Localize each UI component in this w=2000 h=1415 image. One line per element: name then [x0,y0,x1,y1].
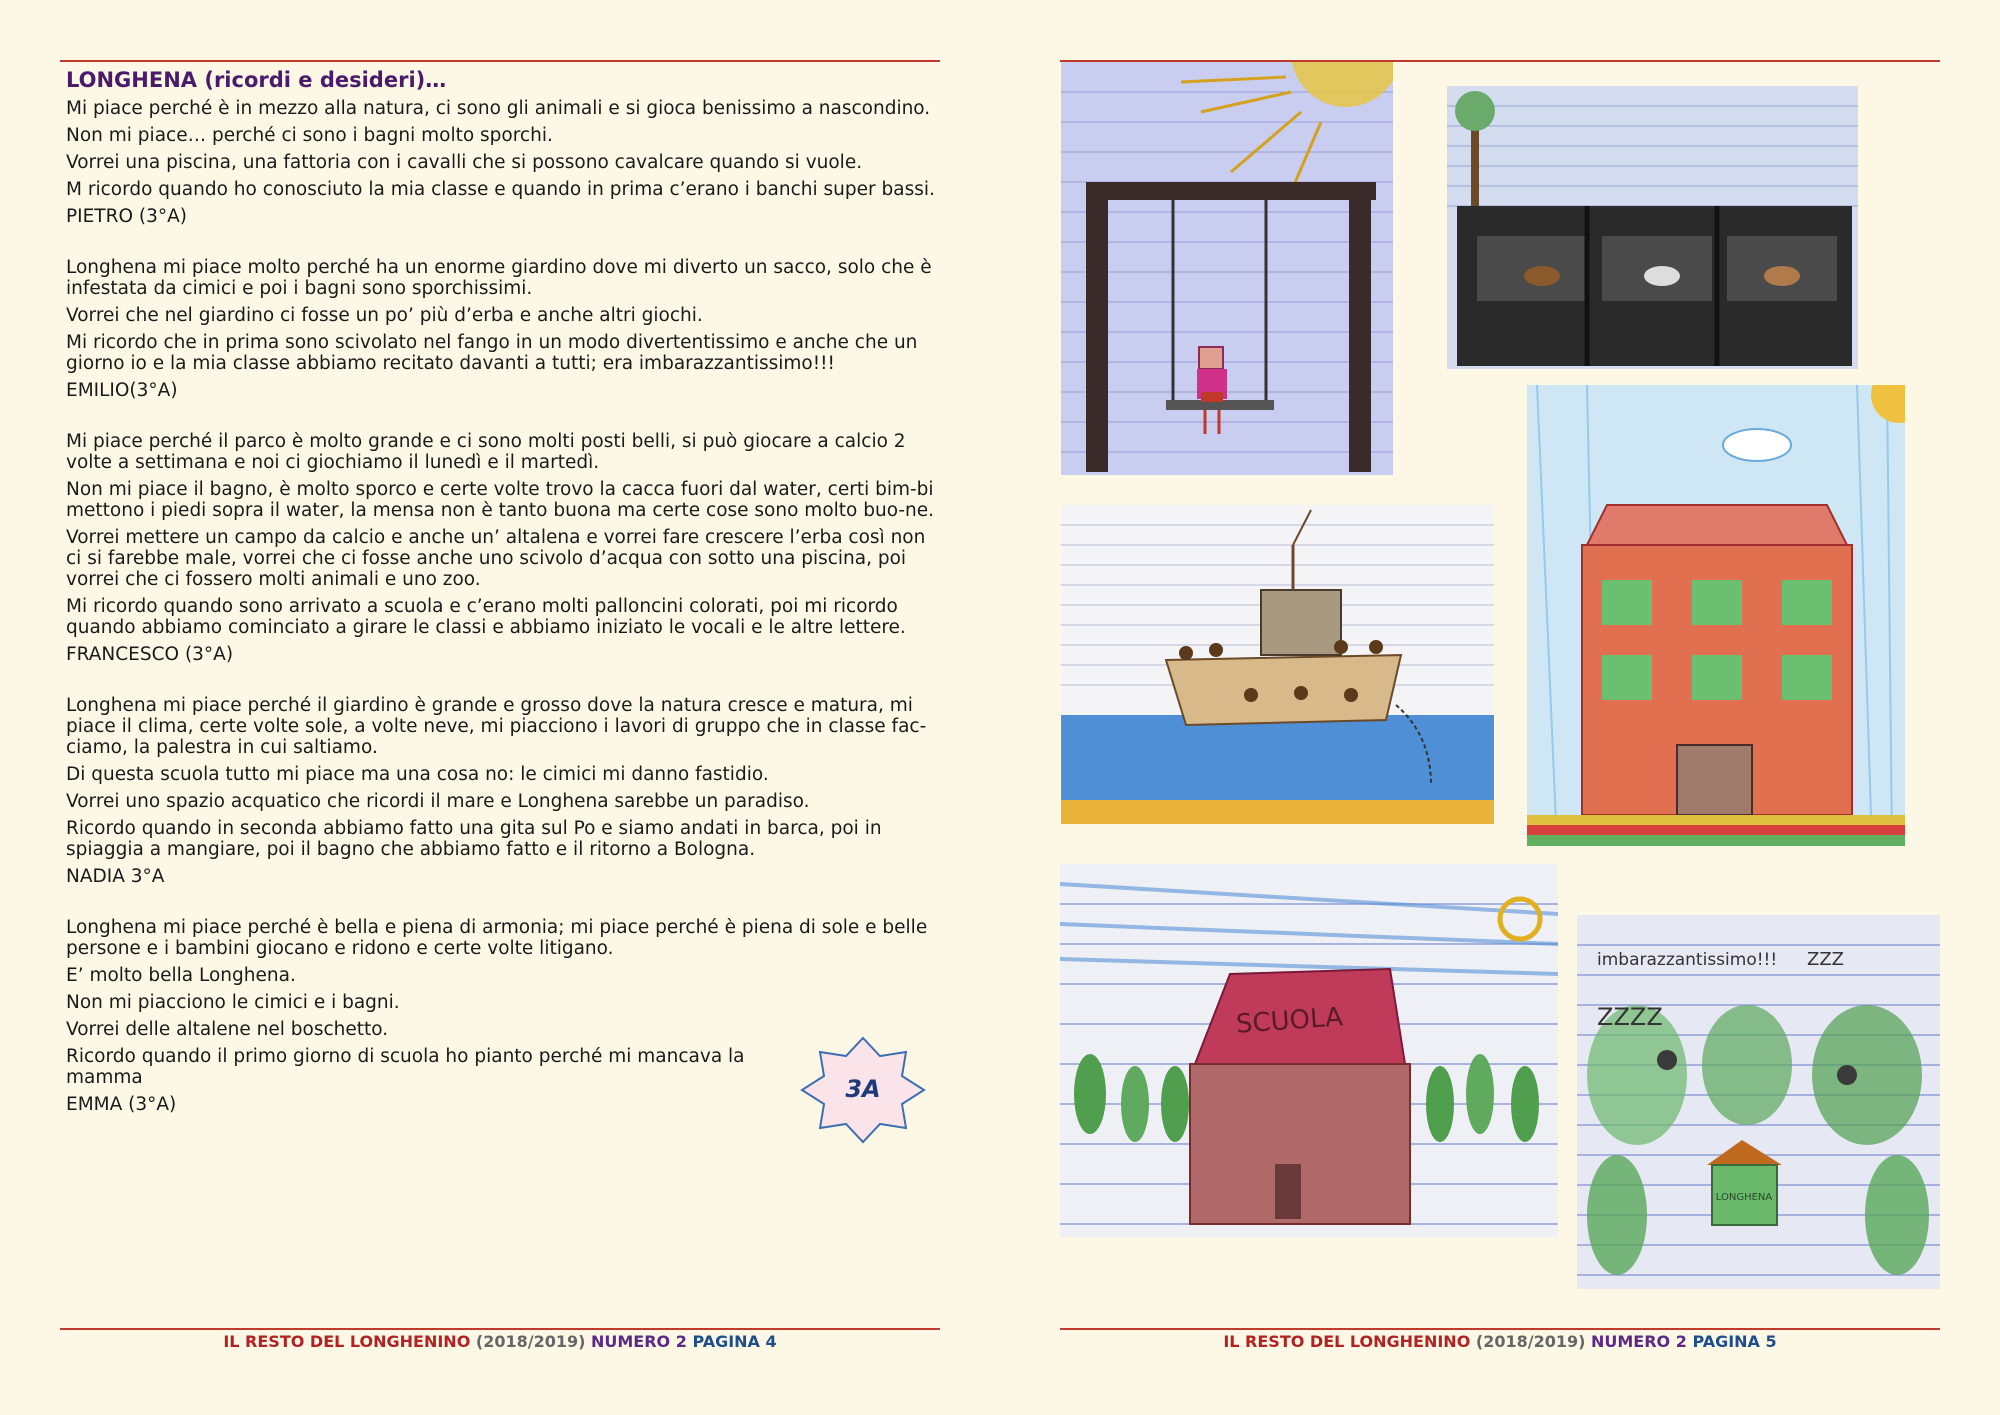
footer [0,1332,1000,1351]
footer [1000,1332,2000,1351]
swing-drawing [1061,62,1393,475]
author-signature: PIETRO (3°A) [66,206,188,227]
zzz-text: ZZZZ [1597,1003,1663,1031]
paragraph: Non mi piace… perché ci sono i bagni molto sporchi. [66,125,553,146]
paragraph: Mi ricordo che in prima sono scivolato nel fango in un modo divertentissimo e anche che un giorno io e la mia classe abbiamo recitato davanti a tutti; era imbarazzantissimo!!! [66,332,918,374]
top-rule [60,60,940,62]
paragraph: Ricordo quando in seconda abbiamo fatto una gita sul Po e siamo andati in barca, poi in spiaggia a mangiare, poi il bagno che abbiamo fatto e il ritorno a Bologna. [66,818,882,860]
paragraph: Mi ricordo quando sono arrivato a scuola e c’erano molti palloncini colorati, poi mi ricordo quando abbiamo cominciato a girare le classi e abbiamo iniziato le vocali e le altre lettere. [66,596,906,638]
paragraph: M ricordo quando ho conosciuto la mia classe e quando in prima c’erano i banchi super bassi. [66,179,935,200]
paragraph: Vorrei che nel giardino ci fosse un po’ più d’erba e anche altri giochi. [66,305,703,326]
footer-numero: 2 [1675,1332,1687,1351]
forest-drawing [1577,915,1940,1289]
entry-francesco [66,431,946,665]
paragraph: E’ molto bella Longhena. [66,965,296,986]
zzz-text: ZZZ [1807,949,1844,970]
paragraph: Non mi piacciono le cimici e i bagni. [66,992,400,1013]
footer-year: (2018/2019) [475,1332,586,1351]
entry-emma [66,917,928,1115]
footer-year: (2018/2019) [1475,1332,1586,1351]
footer-pagina-label: PAGINA [692,1332,760,1351]
building-drawing [1527,385,1905,846]
paragraph: Vorrei mettere un campo da calcio e anche un’ altalena e vorrei fare crescere l’erba così non ci si farebbe male, vorrei che ci fosse anche uno scivolo d’acqua con sotto una piscina, poi vorrei che ci fossero molti animali e uno zoo. [66,527,926,590]
speech-text: imbarazzantissimo!!! [1597,950,1778,970]
footer-numero-label: NUMERO [1590,1332,1671,1351]
right-page [1000,0,2000,1415]
paragraph: Longhena mi piace molto perché ha un enorme giardino dove mi diverto un sacco, solo che è infestata da cimici e poi i bagni sono sporchissimi. [66,257,932,299]
bottom-rule [1060,1328,1940,1330]
footer-newspaper-name: IL RESTO DEL LONGHENINO [223,1332,471,1351]
footer-numero: 2 [675,1332,687,1351]
bottom-rule [60,1328,940,1330]
author-signature: EMILIO(3°A) [66,380,178,401]
footer-pagina: 5 [1765,1332,1777,1351]
school-sign-text: SCUOLA [1235,1002,1344,1040]
author-signature: NADIA 3°A [66,866,165,887]
paragraph: Di questa scuola tutto mi piace ma una cosa no: le cimici mi danno fastidio. [66,764,769,785]
paragraph: Non mi piace il bagno, è molto sporco e certe volte trovo la cacca fuori dal water, certi bim-bi mettono i piedi sopra il water, la mensa non è tanto buona ma certe cose sono molto buo-ne. [66,479,935,521]
school-drawing [1060,864,1558,1237]
paragraph: Longhena mi piace perché è bella e piena di armonia; mi piace perché è piena di sole e belle persone e i bambini giocano e ridono e certe volte litigano. [66,917,928,959]
paragraph: Vorrei delle altalene nel boschetto. [66,1019,389,1040]
article [66,68,946,1145]
entry-pietro [66,98,946,227]
article-title: LONGHENA (ricordi e desideri)… [66,68,447,92]
house-sign-text: LONGHENA [1715,1192,1773,1203]
entry-nadia [66,695,946,887]
boat-drawing [1061,505,1494,824]
paragraph: Vorrei una piscina, una fattoria con i cavalli che si possono cavalcare quando si vuole. [66,152,863,173]
paragraph: Vorrei uno spazio acquatico che ricordi il mare e Longhena sarebbe un paradiso. [66,791,810,812]
class-badge [798,1034,928,1144]
stable-drawing [1447,86,1858,369]
paragraph: Ricordo quando il primo giorno di scuola ho pianto perché mi mancava la mamma [66,1046,745,1088]
author-signature: EMMA (3°A) [66,1094,177,1115]
footer-pagina: 4 [765,1332,777,1351]
paragraph: Mi piace perché è in mezzo alla natura, ci sono gli animali e si gioca benissimo a nascondino. [66,98,931,119]
paragraph: Mi piace perché il parco è molto grande e ci sono molti posti belli, si può giocare a calcio 2 volte a settimana e noi ci giochiamo il lunedì e il martedì. [66,431,906,473]
entry-emilio [66,257,946,401]
author-signature: FRANCESCO (3°A) [66,644,234,665]
badge-label: 3A [845,1075,881,1103]
paragraph: Longhena mi piace perché il giardino è grande e grosso dove la natura cresce e matura, mi piace il clima, certe volte sole, a volte neve, mi piacciono i lavori di gruppo che in classe fac-ciamo, la palestra in cui saltiamo. [66,695,927,758]
footer-numero-label: NUMERO [590,1332,671,1351]
footer-pagina-label: PAGINA [1692,1332,1760,1351]
footer-newspaper-name: IL RESTO DEL LONGHENINO [1223,1332,1471,1351]
